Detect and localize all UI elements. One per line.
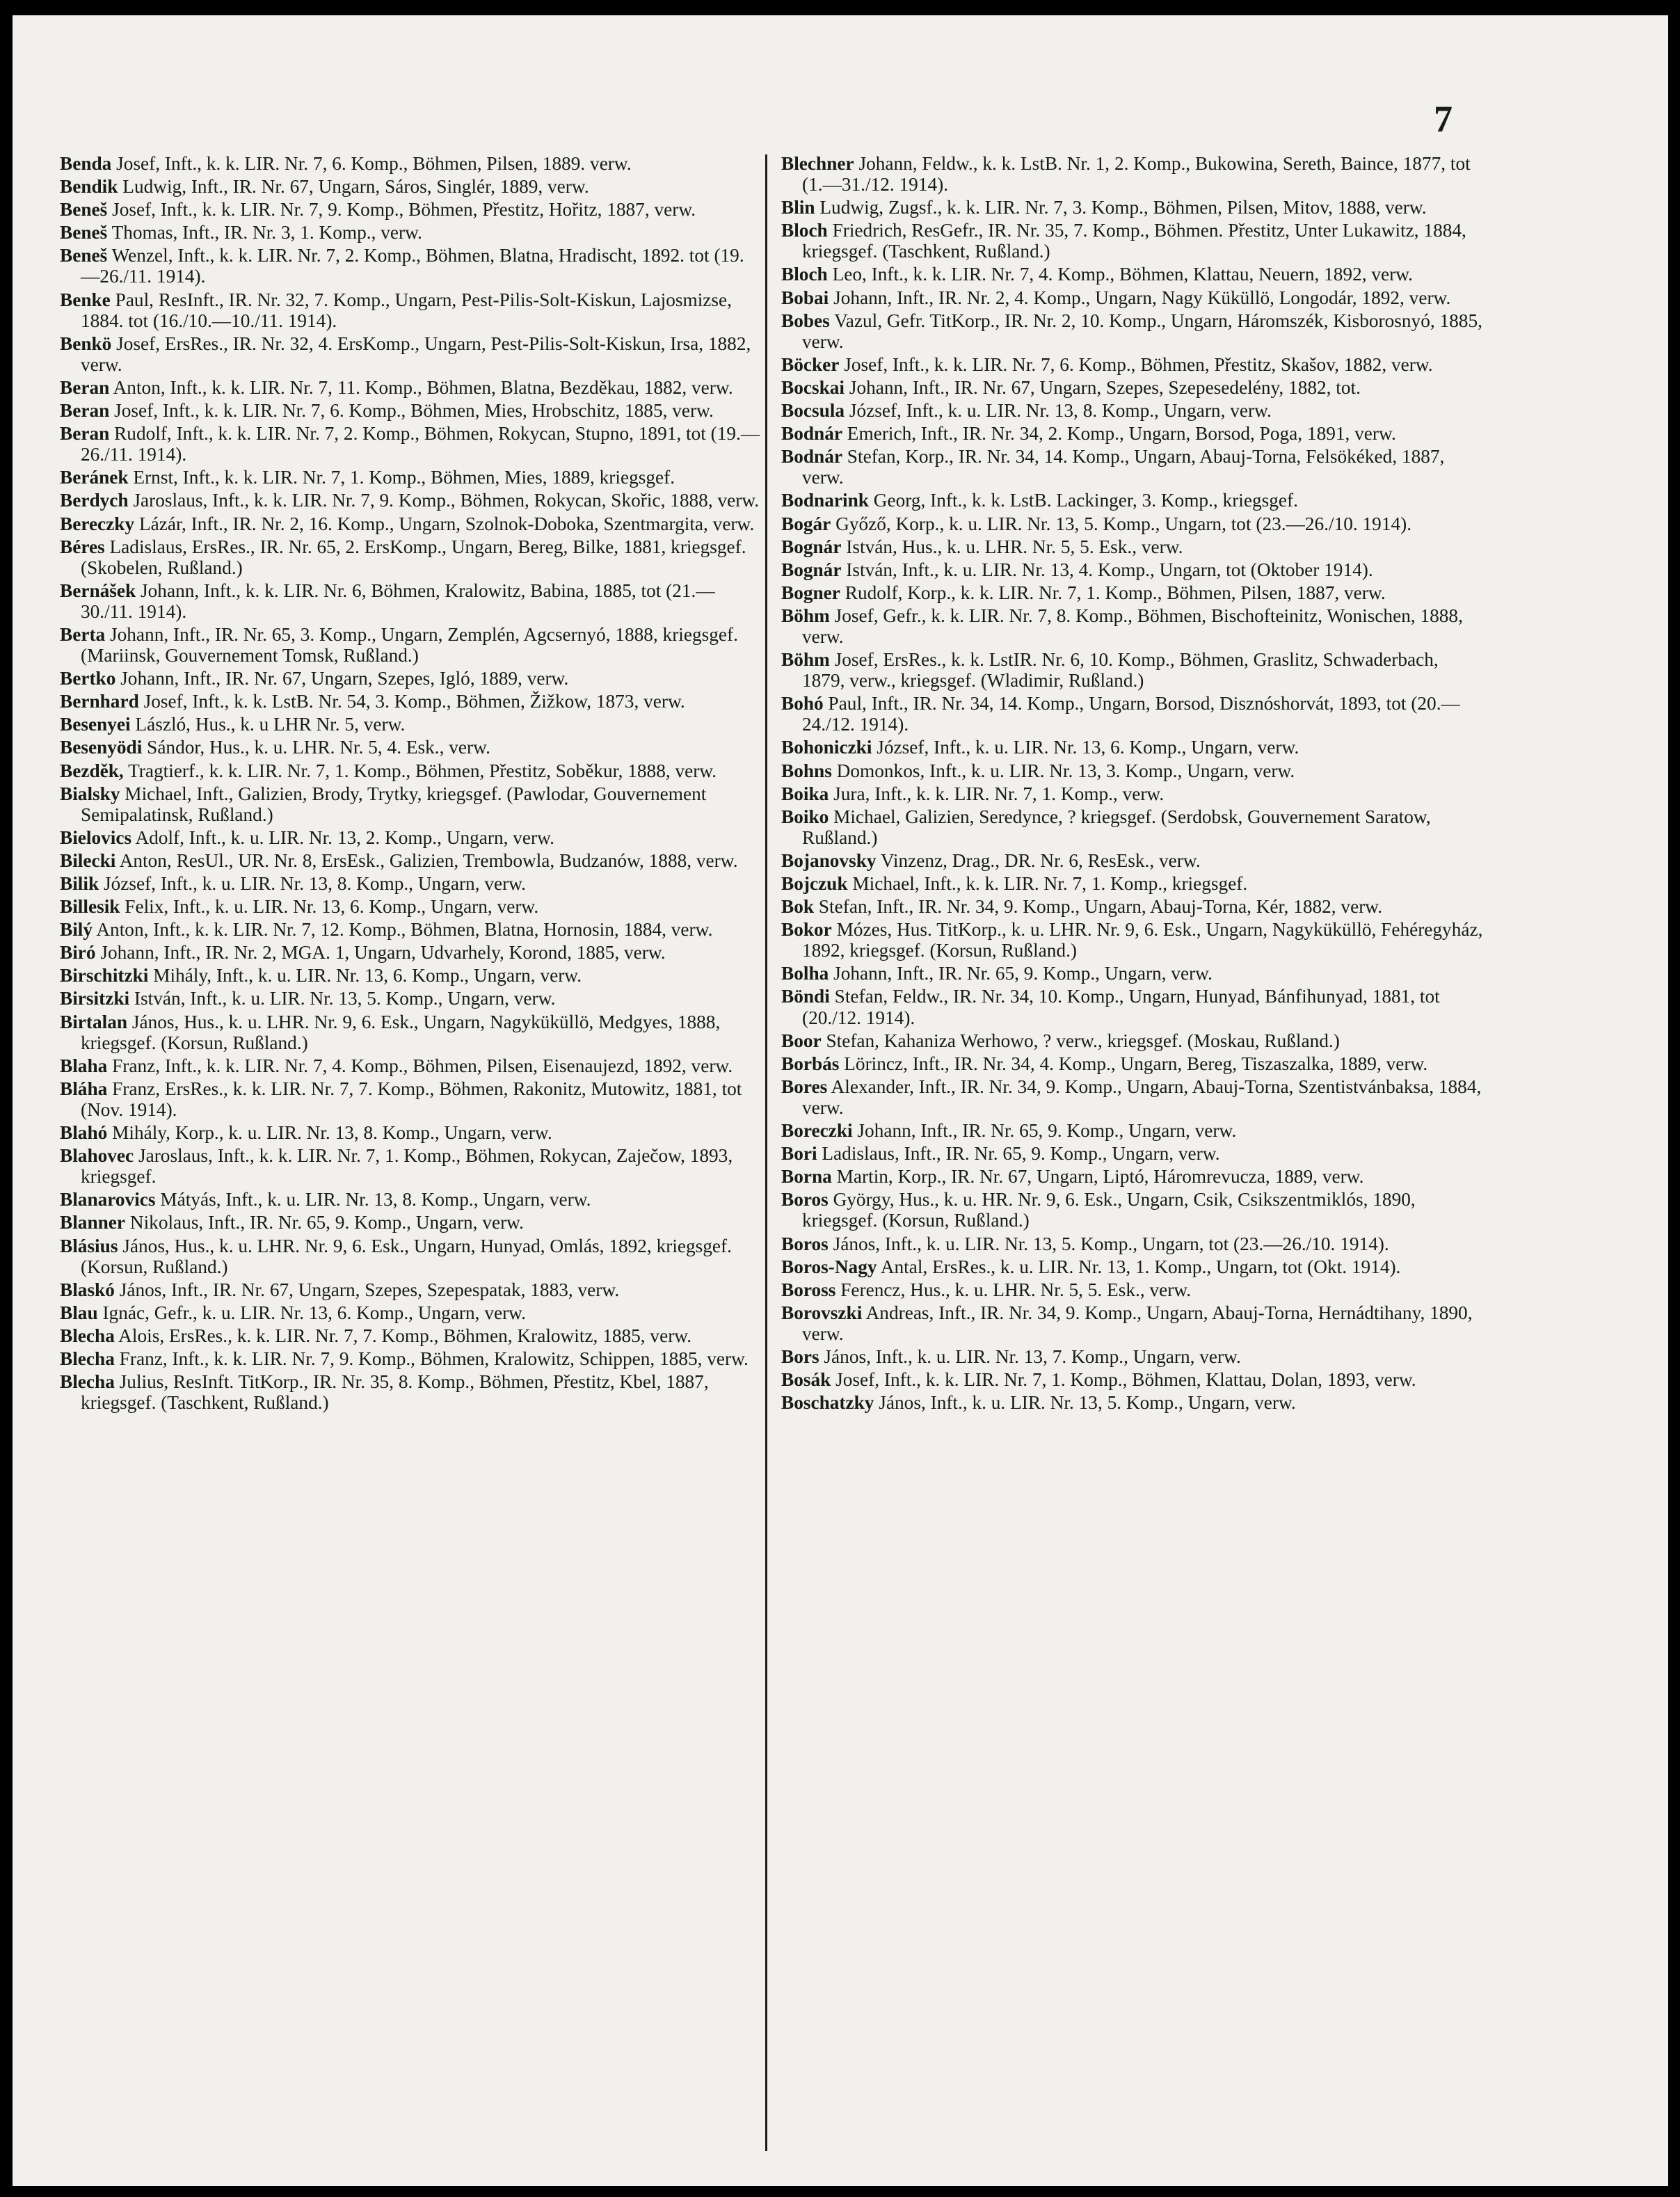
register-entry bbox=[781, 310, 1484, 352]
entry-surname: Bocsula bbox=[781, 400, 845, 422]
entry-surname: Bori bbox=[781, 1143, 817, 1165]
entry-surname: Boross bbox=[781, 1279, 836, 1300]
entry-surname: Bohns bbox=[781, 760, 832, 781]
entry-surname: Bloch bbox=[781, 264, 828, 285]
entry-details: Johann, Inft., IR. Nr. 65, 9. Komp., Ungarn, verw. bbox=[852, 1120, 1237, 1142]
register-entry bbox=[60, 1212, 762, 1233]
register-entry bbox=[781, 986, 1484, 1028]
register-entry bbox=[781, 354, 1484, 375]
register-entry bbox=[781, 197, 1484, 218]
entry-surname: Bobai bbox=[781, 287, 829, 308]
entry-details: Vazul, Gefr. TitKorp., IR. Nr. 2, 10. Komp., Ungarn, Háromszék, Kisborosnyó, 1885, verw. bbox=[802, 310, 1482, 352]
register-entry bbox=[60, 467, 762, 488]
entry-details: Georg, Inft., k. k. LstB. Lackinger, 3. Komp., kriegsgef. bbox=[868, 490, 1298, 511]
entry-details: Stefan, Inft., IR. Nr. 34, 9. Komp., Ungarn, Abauj-Torna, Kér, 1882, verw. bbox=[814, 896, 1383, 918]
entry-details: Stefan, Feldw., IR. Nr. 34, 10. Komp., Ungarn, Hunyad, Bánfihunyad, 1881, tot (20./12. 1914). bbox=[802, 986, 1440, 1028]
entry-surname: Béres bbox=[60, 536, 105, 557]
register-entry bbox=[60, 1236, 762, 1277]
entry-details: Anton, ResUl., UR. Nr. 8, ErsEsk., Galizien, Trembowla, Budzanów, 1888, verw. bbox=[115, 849, 738, 871]
register-entry bbox=[60, 1122, 762, 1143]
entry-surname: Bilý bbox=[60, 919, 93, 941]
entry-details: Mihály, Korp., k. u. LIR. Nr. 13, 8. Komp., Ungarn, verw. bbox=[107, 1122, 552, 1144]
entry-details: Anton, Inft., k. k. LIR. Nr. 7, 12. Komp., Böhmen, Blatna, Hornosin, 1884, verw. bbox=[93, 919, 713, 941]
register-entry bbox=[781, 582, 1484, 603]
register-entry bbox=[60, 423, 762, 465]
register-entry bbox=[60, 1371, 762, 1413]
entry-surname: Bloch bbox=[781, 220, 828, 241]
entry-details: János, Hus., k. u. LHR. Nr. 9, 6. Esk., Ungarn, Hunyad, Omlás, 1892, kriegsgef. (Korsun, Rußland.) bbox=[81, 1235, 732, 1277]
entry-details: Julius, ResInft. TitKorp., IR. Nr. 35, 8. Komp., Böhmen, Přestitz, Kbel, 1887, kriegsgef. (Taschkent, Rußland.) bbox=[81, 1371, 709, 1414]
entry-details: Nikolaus, Inft., IR. Nr. 65, 9. Komp., Ungarn, verw. bbox=[125, 1212, 524, 1233]
entry-details: Josef, Inft., k. k. LIR. Nr. 7, 6. Komp., Böhmen, Přestitz, Skašov, 1882, verw. bbox=[839, 353, 1433, 375]
entry-details: Josef, ErsRes., k. k. LstIR. Nr. 6, 10. Komp., Böhmen, Graslitz, Schwaderbach, 1879, verw., kriegsgef. (Wladimir, Rußland.) bbox=[802, 649, 1439, 692]
register-entry bbox=[60, 1078, 762, 1120]
entry-details: Thomas, Inft., IR. Nr. 3, 1. Komp., verw. bbox=[107, 222, 422, 243]
register-entry bbox=[60, 827, 762, 848]
entry-surname: Bodnarink bbox=[781, 490, 869, 511]
entry-details: Sándor, Hus., k. u. LHR. Nr. 5, 4. Esk., verw. bbox=[142, 737, 490, 758]
entry-surname: Boschatzky bbox=[781, 1392, 874, 1414]
register-entry bbox=[781, 1256, 1484, 1277]
entry-surname: Blanarovics bbox=[60, 1189, 156, 1211]
entry-surname: Bielovics bbox=[60, 826, 132, 848]
entry-details: Johann, Inft., IR. Nr. 65, 3. Komp., Ungarn, Zemplén, Agcsernyó, 1888, kriegsgef. (Mariinsk, Gouvernement Tomsk, Rußland.) bbox=[81, 623, 738, 666]
entry-details: István, Hus., k. u. LHR. Nr. 5, 5. Esk., verw. bbox=[841, 536, 1183, 557]
entry-surname: Blin bbox=[781, 197, 815, 218]
entry-details: Mózes, Hus. TitKorp., k. u. LHR. Nr. 9, 6. Esk., Ungarn, Nagyküküllö, Fehéregyház, 1892, kriegsgef. (Korsun, Rußland.) bbox=[802, 919, 1483, 961]
entry-surname: Bojanovsky bbox=[781, 849, 877, 871]
entry-surname: Bognár bbox=[781, 536, 842, 557]
register-entry bbox=[781, 400, 1484, 421]
entry-surname: Benke bbox=[60, 289, 111, 310]
entry-details: Ernst, Inft., k. k. LIR. Nr. 7, 1. Komp., Böhmen, Mies, 1889, kriegsgef. bbox=[128, 467, 675, 488]
entry-surname: Böndi bbox=[781, 986, 830, 1007]
register-entry bbox=[60, 1012, 762, 1053]
entry-surname: Benkö bbox=[60, 333, 112, 354]
register-entry bbox=[60, 400, 762, 421]
register-entry bbox=[60, 714, 762, 735]
register-entry bbox=[781, 1369, 1484, 1390]
entry-details: Franz, Inft., k. k. LIR. Nr. 7, 9. Komp., Böhmen, Kralowitz, Schippen, 1885, verw. bbox=[114, 1348, 749, 1369]
entry-surname: Beneš bbox=[60, 245, 108, 266]
entry-details: Adolf, Inft., k. u. LIR. Nr. 13, 2. Komp., Ungarn, verw. bbox=[131, 826, 554, 848]
register-entry bbox=[781, 153, 1484, 195]
register-entry bbox=[781, 423, 1484, 444]
entry-surname: Blecha bbox=[60, 1371, 115, 1393]
document-page bbox=[13, 15, 1668, 2186]
register-entry bbox=[781, 446, 1484, 488]
register-entry bbox=[60, 873, 762, 894]
entry-details: Leo, Inft., k. k. LIR. Nr. 7, 4. Komp., Böhmen, Klattau, Neuern, 1892, verw. bbox=[827, 264, 1413, 285]
entry-surname: Boiko bbox=[781, 806, 829, 827]
entry-surname: Bosák bbox=[781, 1369, 831, 1391]
entry-details: Michael, Inft., k. k. LIR. Nr. 7, 1. Komp., kriegsgef. bbox=[847, 873, 1248, 894]
entry-details: Vinzenz, Drag., DR. Nr. 6, ResEsk., verw. bbox=[876, 849, 1201, 871]
register-entry bbox=[60, 624, 762, 666]
entry-surname: Borovszki bbox=[781, 1302, 863, 1323]
entry-details: János, Hus., k. u. LHR. Nr. 9, 6. Esk., Ungarn, Nagyküküllö, Medgyes, 1888, kriegsgef. (Korsun, Rußland.) bbox=[81, 1011, 721, 1053]
entry-details: Antal, ErsRes., k. u. LIR. Nr. 13, 1. Komp., Ungarn, tot (Okt. 1914). bbox=[877, 1256, 1401, 1277]
register-entry bbox=[781, 806, 1484, 848]
entry-surname: Boros-Nagy bbox=[781, 1256, 877, 1277]
right-column bbox=[781, 153, 1484, 1413]
entry-surname: Bohó bbox=[781, 693, 824, 714]
register-entry bbox=[60, 490, 762, 511]
entry-surname: Birschitzki bbox=[60, 965, 149, 986]
entry-details: János, Inft., IR. Nr. 67, Ungarn, Szepes, Szepespatak, 1883, verw. bbox=[114, 1279, 620, 1300]
register-entry bbox=[60, 222, 762, 243]
entry-surname: Bojczuk bbox=[781, 873, 848, 894]
register-entry bbox=[60, 850, 762, 871]
entry-surname: Beran bbox=[60, 423, 110, 445]
entry-details: Ladislaus, Inft., IR. Nr. 65, 9. Komp., Ungarn, verw. bbox=[817, 1143, 1220, 1165]
register-entry bbox=[781, 1120, 1484, 1141]
register-entry bbox=[781, 737, 1484, 758]
entry-details: Domonkos, Inft., k. u. LIR. Nr. 13, 3. Komp., Ungarn, verw. bbox=[831, 760, 1295, 781]
register-entry bbox=[781, 287, 1484, 308]
entry-surname: Blecha bbox=[60, 1325, 115, 1346]
register-entry bbox=[781, 760, 1484, 781]
register-entry bbox=[60, 1325, 762, 1346]
entry-details: Johann, Inft., IR. Nr. 2, 4. Komp., Ungarn, Nagy Küküllö, Longodár, 1892, verw. bbox=[829, 287, 1451, 308]
register-entry bbox=[781, 559, 1484, 580]
entry-details: Győző, Korp., k. u. LIR. Nr. 13, 5. Komp., Ungarn, tot (23.—26./10. 1914). bbox=[831, 513, 1412, 534]
entry-details: Martin, Korp., IR. Nr. 67, Ungarn, Liptó, Háromrevucza, 1889, verw. bbox=[831, 1166, 1364, 1188]
entry-details: Lörincz, Inft., IR. Nr. 34, 4. Komp., Ungarn, Bereg, Tiszaszalka, 1889, verw. bbox=[839, 1053, 1428, 1074]
entry-surname: Blecha bbox=[60, 1348, 115, 1369]
entry-details: Josef, Inft., k. k. LIR. Nr. 7, 6. Komp., Böhmen, Mies, Hrobschitz, 1885, verw. bbox=[109, 400, 714, 422]
entry-surname: Borna bbox=[781, 1166, 832, 1188]
entry-details: Stefan, Korp., IR. Nr. 34, 14. Komp., Ungarn, Abauj-Torna, Felsökéked, 1887, verw. bbox=[802, 446, 1445, 488]
register-entry bbox=[60, 942, 762, 963]
entry-details: Paul, Inft., IR. Nr. 34, 14. Komp., Ungarn, Borsod, Disznóshorvát, 1893, tot (20.—24./12. 1914). bbox=[802, 693, 1460, 735]
entry-details: Michael, Galizien, Seredynce, ? kriegsgef. (Serdobsk, Gouvernement Saratow, Rußland.) bbox=[802, 806, 1431, 848]
entry-surname: Benda bbox=[60, 153, 112, 174]
entry-surname: Bezděk, bbox=[60, 760, 124, 781]
entry-details: Michael, Inft., Galizien, Brody, Trytky, kriegsgef. (Pawlodar, Gouvernement Semipalatinsk, Rußland.) bbox=[81, 783, 707, 825]
register-entry bbox=[781, 1189, 1484, 1231]
entry-details: Rudolf, Inft., k. k. LIR. Nr. 7, 2. Komp., Böhmen, Rokycan, Stupno, 1891, tot (19.—26./11. 1914). bbox=[81, 423, 760, 465]
register-entry bbox=[60, 668, 762, 689]
register-entry bbox=[60, 199, 762, 220]
entry-surname: Bocskai bbox=[781, 376, 845, 398]
entry-details: Alois, ErsRes., k. k. LIR. Nr. 7, 7. Komp., Böhmen, Kralowitz, 1885, verw. bbox=[114, 1325, 692, 1346]
entry-surname: Billesik bbox=[60, 896, 120, 918]
register-entry bbox=[60, 988, 762, 1009]
entry-details: József, Inft., k. u. LIR. Nr. 13, 8. Komp., Ungarn, verw. bbox=[845, 400, 1272, 422]
entry-surname: Blahovec bbox=[60, 1145, 134, 1167]
entry-surname: Boika bbox=[781, 783, 829, 804]
entry-details: Josef, Gefr., k. k. LIR. Nr. 7, 8. Komp., Böhmen, Bischofteinitz, Wonischen, 1888, verw. bbox=[802, 605, 1463, 647]
entry-surname: Bognár bbox=[781, 559, 842, 580]
entry-details: Lázár, Inft., IR. Nr. 2, 16. Komp., Ungarn, Szolnok-Doboka, Szentmargita, verw. bbox=[134, 513, 755, 534]
register-entry bbox=[781, 693, 1484, 735]
register-entry bbox=[781, 1143, 1484, 1164]
entry-surname: Böhm bbox=[781, 649, 830, 671]
entry-surname: Berdych bbox=[60, 490, 129, 511]
register-entry bbox=[781, 649, 1484, 691]
entry-surname: Boros bbox=[781, 1189, 829, 1211]
entry-surname: Boor bbox=[781, 1030, 822, 1051]
entry-details: Johann, Inft., k. k. LIR. Nr. 6, Böhmen, Kralowitz, Babina, 1885, tot (21.—30./11. 1914). bbox=[81, 580, 715, 622]
register-entry bbox=[60, 896, 762, 917]
register-entry bbox=[60, 1145, 762, 1187]
register-entry bbox=[781, 264, 1484, 285]
entry-surname: Beneš bbox=[60, 199, 108, 221]
entry-surname: Blechner bbox=[781, 153, 854, 174]
register-entry bbox=[781, 605, 1484, 647]
register-entry bbox=[60, 1279, 762, 1300]
left-column bbox=[60, 153, 762, 1413]
register-entry bbox=[781, 1076, 1484, 1118]
entry-details: Friedrich, ResGefr., IR. Nr. 35, 7. Komp., Böhmen. Přestitz, Unter Lukawitz, 1884, kriegsgef. (Taschkent, Rußland.) bbox=[802, 220, 1466, 262]
register-entry bbox=[60, 289, 762, 331]
entry-surname: Blaskó bbox=[60, 1279, 115, 1300]
entry-surname: Bolha bbox=[781, 963, 829, 984]
entry-details: László, Hus., k. u LHR Nr. 5, verw. bbox=[130, 714, 406, 735]
register-entry bbox=[60, 153, 762, 174]
entry-surname: Bernášek bbox=[60, 580, 136, 601]
entry-details: Rudolf, Korp., k. k. LIR. Nr. 7, 1. Komp., Böhmen, Pilsen, 1887, verw. bbox=[840, 582, 1386, 603]
entry-surname: Bilecki bbox=[60, 849, 116, 871]
register-entry bbox=[60, 333, 762, 375]
entry-details: Felix, Inft., k. u. LIR. Nr. 13, 6. Komp., Ungarn, verw. bbox=[120, 896, 539, 918]
entry-details: Jura, Inft., k. k. LIR. Nr. 7, 1. Komp., verw. bbox=[829, 783, 1165, 804]
entry-details: Josef, Inft., k. k. LstB. Nr. 54, 3. Komp., Böhmen, Žižkow, 1873, verw. bbox=[138, 691, 685, 712]
entry-surname: Bodnár bbox=[781, 423, 842, 445]
entry-details: Paul, ResInft., IR. Nr. 32, 7. Komp., Ungarn, Pest-Pilis-Solt-Kiskun, Lajosmizse, 1884. tot (16./10.—10./11. 1914). bbox=[81, 289, 732, 331]
entry-surname: Blaha bbox=[60, 1055, 108, 1076]
register-entry bbox=[60, 377, 762, 398]
entry-details: Ludwig, Zugsf., k. k. LIR. Nr. 7, 3. Komp., Böhmen, Pilsen, Mitov, 1888, verw. bbox=[815, 197, 1427, 218]
register-entry bbox=[60, 691, 762, 712]
entry-surname: Bors bbox=[781, 1345, 819, 1367]
entry-details: József, Inft., k. u. LIR. Nr. 13, 8. Komp., Ungarn, verw. bbox=[99, 873, 526, 894]
entry-details: Ferencz, Hus., k. u. LHR. Nr. 5, 5. Esk., verw. bbox=[835, 1279, 1192, 1300]
column-divider bbox=[765, 154, 767, 2151]
register-entry bbox=[781, 1030, 1484, 1051]
register-entry bbox=[781, 536, 1484, 557]
register-entry bbox=[781, 1053, 1484, 1074]
entry-surname: Biró bbox=[60, 942, 96, 964]
register-entry bbox=[781, 220, 1484, 262]
entry-surname: Bogner bbox=[781, 582, 840, 603]
entry-details: Jaroslaus, Inft., k. k. LIR. Nr. 7, 1. Komp., Böhmen, Rokycan, Zaječow, 1893, kriegsgef. bbox=[81, 1145, 733, 1188]
entry-surname: Bendik bbox=[60, 176, 118, 198]
register-entry bbox=[60, 919, 762, 940]
register-entry bbox=[60, 1302, 762, 1323]
entry-details: János, Inft., k. u. LIR. Nr. 13, 5. Komp., Ungarn, tot (23.—26./10. 1914). bbox=[828, 1233, 1389, 1254]
register-entry bbox=[60, 536, 762, 578]
entry-details: Josef, Inft., k. k. LIR. Nr. 7, 9. Komp., Böhmen, Přestitz, Hořitz, 1887, verw. bbox=[107, 199, 696, 221]
register-entry bbox=[781, 963, 1484, 984]
register-entry bbox=[781, 377, 1484, 398]
entry-surname: Beneš bbox=[60, 222, 108, 243]
page-number: 7 bbox=[1434, 98, 1453, 140]
register-entry bbox=[60, 1348, 762, 1369]
entry-surname: Böhm bbox=[781, 605, 830, 626]
register-entry bbox=[60, 760, 762, 781]
entry-details: Josef, ErsRes., IR. Nr. 32, 4. ErsKomp., Ungarn, Pest-Pilis-Solt-Kiskun, Irsa, 1882, verw. bbox=[81, 333, 751, 375]
entry-details: István, Inft., k. u. LIR. Nr. 13, 5. Komp., Ungarn, verw. bbox=[129, 988, 556, 1009]
register-entry bbox=[60, 1189, 762, 1210]
entry-details: János, Inft., k. u. LIR. Nr. 13, 5. Komp., Ungarn, verw. bbox=[874, 1392, 1296, 1414]
register-entry bbox=[60, 580, 762, 622]
entry-details: Wenzel, Inft., k. k. LIR. Nr. 7, 2. Komp., Böhmen, Blatna, Hradischt, 1892. tot (19.—26./11. 1914). bbox=[81, 245, 744, 287]
entry-details: Johann, Inft., IR. Nr. 67, Ungarn, Szepes, Szepesedelény, 1882, tot. bbox=[845, 376, 1361, 398]
entry-details: Johann, Inft., IR. Nr. 2, MGA. 1, Ungarn, Udvarhely, Korond, 1885, verw. bbox=[95, 942, 666, 964]
entry-details: Anton, Inft., k. k. LIR. Nr. 7, 11. Komp., Böhmen, Blatna, Bezděkau, 1882, verw. bbox=[109, 376, 733, 398]
entry-surname: Beran bbox=[60, 400, 110, 422]
entry-surname: Blau bbox=[60, 1302, 98, 1323]
entry-details: János, Inft., k. u. LIR. Nr. 13, 7. Komp., Ungarn, verw. bbox=[819, 1345, 1241, 1367]
entry-details: Mátyás, Inft., k. u. LIR. Nr. 13, 8. Komp., Ungarn, verw. bbox=[155, 1189, 591, 1211]
register-entry bbox=[781, 919, 1484, 961]
entry-surname: Blanner bbox=[60, 1212, 126, 1233]
register-entry bbox=[781, 1279, 1484, 1300]
entry-surname: Bobes bbox=[781, 310, 830, 331]
entry-details: Franz, ErsRes., k. k. LIR. Nr. 7, 7. Komp., Böhmen, Rakonitz, Mutowitz, 1881, tot (Nov. 1914). bbox=[81, 1078, 742, 1120]
entry-surname: Borbás bbox=[781, 1053, 840, 1074]
entry-details: Emerich, Inft., IR. Nr. 34, 2. Komp., Ungarn, Borsod, Poga, 1891, verw. bbox=[842, 423, 1396, 445]
entry-surname: Bodnár bbox=[781, 446, 842, 468]
entry-details: Andreas, Inft., IR. Nr. 34, 9. Komp., Ungarn, Abauj-Torna, Hernádtihany, 1890, verw. bbox=[802, 1302, 1473, 1344]
entry-surname: Bogár bbox=[781, 513, 831, 534]
entry-details: Josef, Inft., k. k. LIR. Nr. 7, 1. Komp., Böhmen, Klattau, Dolan, 1893, verw. bbox=[831, 1369, 1416, 1391]
entry-details: Johann, Inft., IR. Nr. 65, 9. Komp., Ungarn, verw. bbox=[829, 963, 1213, 984]
entry-details: Johann, Feldw., k. k. LstB. Nr. 1, 2. Komp., Bukowina, Sereth, Baince, 1877, tot (1.—31./12. 1914). bbox=[802, 153, 1471, 195]
entry-surname: Bohoniczki bbox=[781, 737, 872, 758]
entry-surname: Bernhard bbox=[60, 691, 139, 712]
register-entry bbox=[781, 513, 1484, 534]
entry-details: Jaroslaus, Inft., k. k. LIR. Nr. 7, 9. Komp., Böhmen, Rokycan, Skořic, 1888, verw. bbox=[128, 490, 760, 511]
entry-surname: Bialsky bbox=[60, 783, 120, 804]
register-entry bbox=[781, 1166, 1484, 1187]
entry-surname: Boreczki bbox=[781, 1120, 853, 1142]
entry-details: József, Inft., k. u. LIR. Nr. 13, 6. Komp., Ungarn, verw. bbox=[872, 737, 1299, 758]
register-entry bbox=[60, 176, 762, 197]
entry-details: Josef, Inft., k. k. LIR. Nr. 7, 6. Komp., Böhmen, Pilsen, 1889. verw. bbox=[111, 153, 632, 174]
entry-surname: Besenyei bbox=[60, 714, 131, 735]
entry-details: Ladislaus, ErsRes., IR. Nr. 65, 2. ErsKomp., Ungarn, Bereg, Bilke, 1881, kriegsgef. (Skobelen, Rußland.) bbox=[81, 536, 746, 578]
entry-surname: Bokor bbox=[781, 919, 832, 941]
entry-surname: Böcker bbox=[781, 353, 840, 375]
entry-surname: Birsitzki bbox=[60, 988, 130, 1009]
register-entry bbox=[781, 783, 1484, 804]
entry-details: Ignác, Gefr., k. u. LIR. Nr. 13, 6. Komp., Ungarn, verw. bbox=[97, 1302, 526, 1323]
entry-surname: Boros bbox=[781, 1233, 829, 1254]
register-entry bbox=[60, 245, 762, 287]
entry-details: György, Hus., k. u. HR. Nr. 9, 6. Esk., Ungarn, Csik, Csikszentmiklós, 1890, kriegsgef. (Korsun, Rußland.) bbox=[802, 1189, 1416, 1231]
register-entry bbox=[781, 1302, 1484, 1344]
entry-surname: Blahó bbox=[60, 1122, 108, 1144]
entry-surname: Bores bbox=[781, 1076, 828, 1097]
entry-surname: Beran bbox=[60, 376, 110, 398]
entry-surname: Birtalan bbox=[60, 1011, 128, 1032]
register-entry bbox=[781, 1346, 1484, 1367]
entry-details: Stefan, Kahaniza Werhowo, ? verw., kriegsgef. (Moskau, Rußland.) bbox=[821, 1030, 1340, 1051]
register-entry bbox=[781, 490, 1484, 511]
entry-details: Johann, Inft., IR. Nr. 67, Ungarn, Szepes, Igló, 1889, verw. bbox=[115, 668, 569, 689]
entry-surname: Bláha bbox=[60, 1078, 108, 1099]
entry-surname: Bok bbox=[781, 896, 815, 918]
register-entry bbox=[60, 1055, 762, 1076]
entry-surname: Bereczky bbox=[60, 513, 135, 534]
entry-surname: Bertko bbox=[60, 668, 116, 689]
entry-details: Tragtierf., k. k. LIR. Nr. 7, 1. Komp., Böhmen, Přestitz, Soběkur, 1888, verw. bbox=[123, 760, 717, 781]
entry-details: István, Inft., k. u. LIR. Nr. 13, 4. Komp., Ungarn, tot (Oktober 1914). bbox=[841, 559, 1373, 580]
register-entry bbox=[781, 896, 1484, 917]
register-entry bbox=[60, 965, 762, 986]
entry-surname: Blásius bbox=[60, 1235, 118, 1256]
register-entry bbox=[781, 1392, 1484, 1413]
register-entry bbox=[781, 1233, 1484, 1254]
register-entry bbox=[781, 873, 1484, 894]
register-entry bbox=[60, 513, 762, 534]
entry-details: Alexander, Inft., IR. Nr. 34, 9. Komp., Ungarn, Abauj-Torna, Szentistvánbaksa, 1884, verw. bbox=[802, 1076, 1482, 1118]
entry-details: Ludwig, Inft., IR. Nr. 67, Ungarn, Sáros, Singlér, 1889, verw. bbox=[118, 176, 589, 198]
entry-details: Franz, Inft., k. k. LIR. Nr. 7, 4. Komp., Böhmen, Pilsen, Eisenaujezd, 1892, verw. bbox=[107, 1055, 733, 1076]
entry-surname: Beránek bbox=[60, 467, 129, 488]
register-entry bbox=[60, 783, 762, 825]
entry-surname: Berta bbox=[60, 623, 106, 645]
entry-surname: Besenyödi bbox=[60, 737, 143, 758]
register-entry bbox=[60, 737, 762, 758]
register-entry bbox=[781, 850, 1484, 871]
entry-details: Mihály, Inft., k. u. LIR. Nr. 13, 6. Komp., Ungarn, verw. bbox=[148, 965, 582, 986]
entry-surname: Bilik bbox=[60, 873, 99, 894]
